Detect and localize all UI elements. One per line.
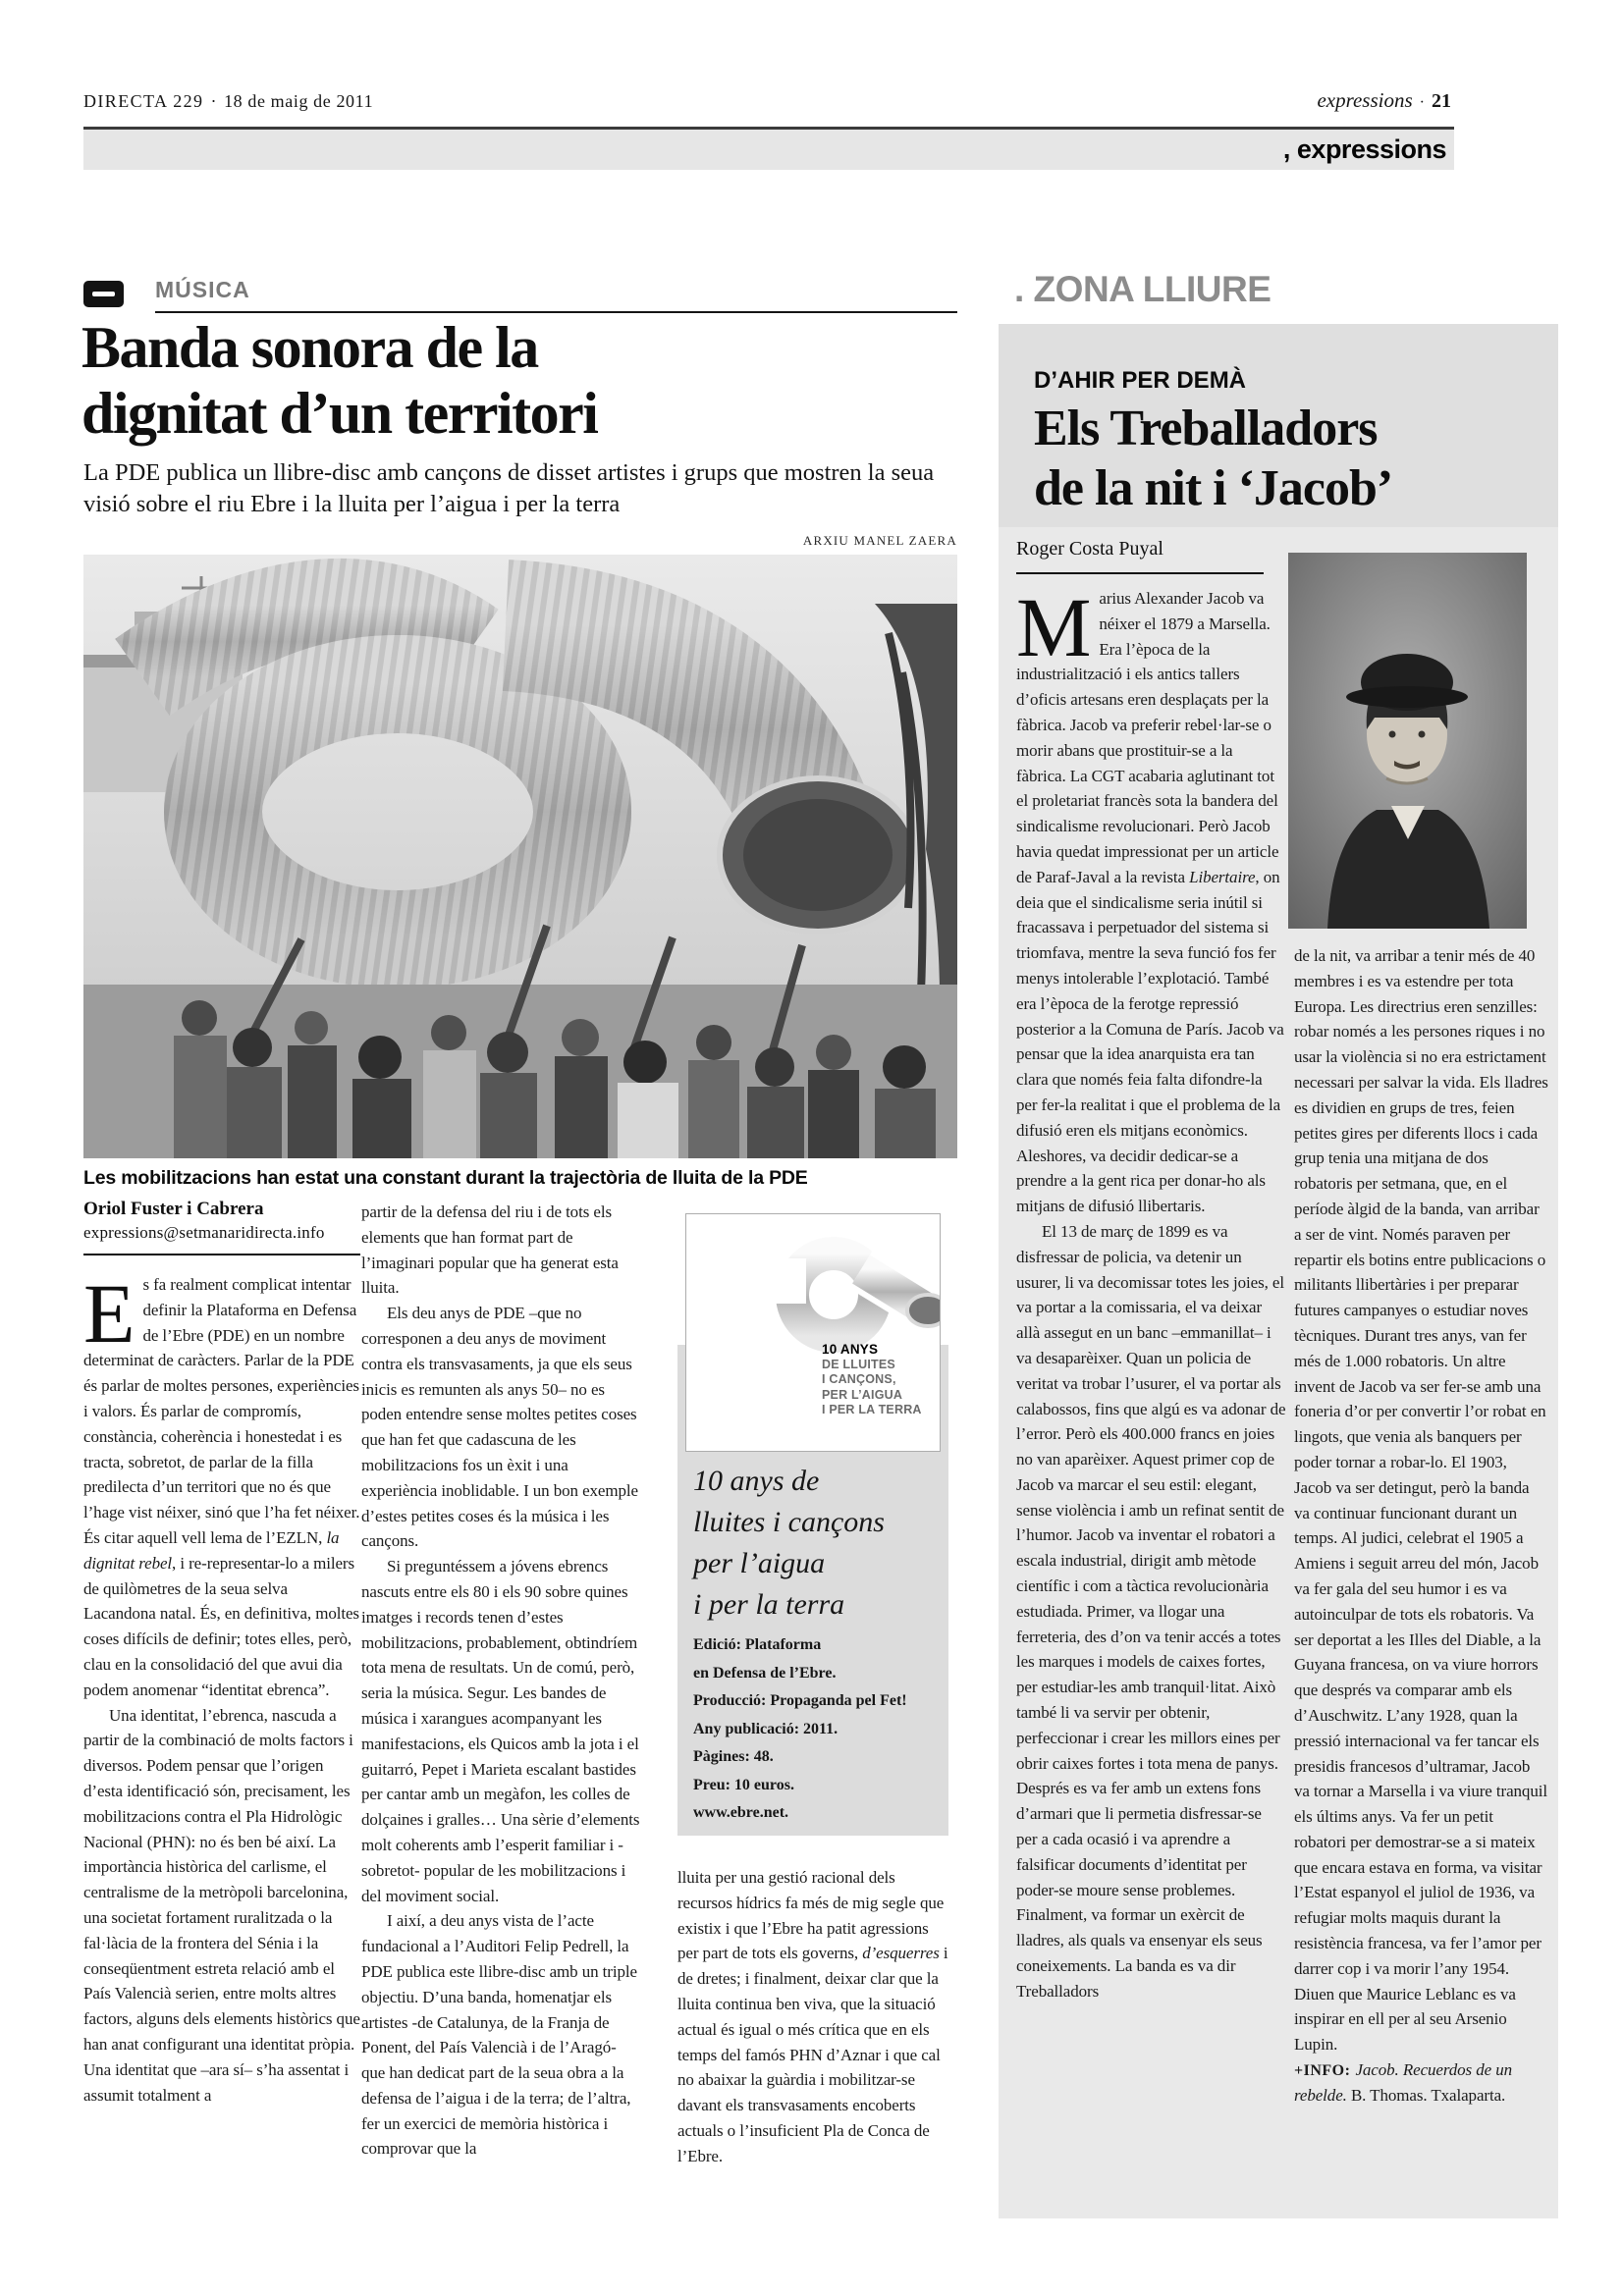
music-column-2: partir de la defensa del riu i de tots els elements que han format part de l’imaginari popular que ha generat esta lluita. Els deu anys de PDE –que no corresponen a deu anys de moviment contra els transvasaments, ja que els seus inicis es remunten als anys 50– no es poden entendre sense moltes petites coses que han fet que cadascuna de les mobilitzacions fos un èxit i una experiència inoblidable. I un bon exemple d’estes petites coses és la música i les cançons. Si preguntéssem a jóvens ebrencs nascuts entre els 80 i els 90 sobre quines imatges i records tenen d’estes mobilitzacions, probablement, obtindríem tota mena de resultats. Un de comú, però, seria la música. Segur. Les bandes de música i xarangues acompanyant les manifestacions, els Quicos amb la jota i el guitarró, Pepet i Marieta escalant bastides per cantar amb un megàfon, les colles de dolçaines i gralles… Una sèrie d’elements molt coherents amb l’esperit familiar i -sobretot- popular de les mobilitzacions i del moviment social. I així, a deu anys vista de l’acte fundacional a l’Auditori Felip Pedrell, la PDE publica este llibre-disc amb un triple objectiu. D’una banda, homenatjar els artistes -de Catalunya, de la Franja de Ponent, del País Valencià i de l’Aragó- que han dedicat part de la seua obra a la defensa de l’aigua i de la terra; de l’altra, fer un exercici de memòria històrica i comprovar que la [361, 1202, 640, 2159]
drop-cap: E [83, 1266, 135, 1361]
more-info-text: Jacob. Recuerdos de un rebelde. B. Thomas. Txalaparta. [1294, 2060, 1513, 2105]
demonstration-photo [83, 555, 957, 1158]
zona-lliure-section-label: . ZONA LLIURE [1014, 269, 1271, 309]
review-title: 10 anys de lluites i cançons per l’aigua i per la terra [693, 1465, 885, 1621]
chrome-knot-art [686, 1222, 940, 1360]
separator: · [210, 91, 218, 111]
music-column-1-text: Es fa realment complicat intentar definir la Plataforma en Defensa de l’Ebre (PDE) en un nombre determinat de caràcters. Parlar de la PDE és parlar de moltes persones, experiències i valors. És parlar de compromís, constància, coherència i honestedat i es tracta, sobretot, de parlar de la filla predilecta d’un territori que no és que l’hage vist néixer, sinó que l’ha fet néixer. És citar aquell vell lema de l’EZLN, la dignitat rebel, i re-representar-lo a milers de quilòmetres de la seua selva Lacandona natal. És, en definitiva, moltes coses difícils de definir; totes elles, però, clau en la consolidació del que avui dia podem anomenar “identitat ebrenca”. Una identitat, l’ebrenca, nascuda a partir de la combinació de molts factors i diversos. Podem pensar que l’origen d’esta identificació són, precisament, les mobilitzacions contra el Pla Hidrològic Nacional (PHN): no és ben bé així. La importància històrica del carlisme, el centralisme de la metròpoli barcelonina, una societat fortament ruralitzada o la fal·làcia de la frontera del Sénia i la conseqüentment estreta relació amb el País Valencià serien, entre molts altres factors, alguns dels elements històrics que han anat configurant una identitat pròpia. Una identitat que –ara sí– s’ha assentat i assumit totalment a [83, 1266, 360, 2105]
jacob-headline-line1: Els Treballadors [1034, 400, 1378, 456]
music-headline-line2: dignitat d’un territori [81, 381, 598, 446]
jacob-kicker: D’AHIR PER DEMÀ [1034, 367, 1247, 394]
masthead-section-line [1060, 88, 1451, 113]
jacob-headline-line2: de la nit i ‘Jacob’ [1034, 460, 1393, 516]
jacob-portrait-photo [1288, 553, 1527, 929]
masthead-issue-line [83, 90, 373, 112]
section-banner-label: , expressions [1282, 134, 1446, 164]
photo-credit: ARXIU MANEL ZAERA [802, 533, 957, 548]
more-info-label: +INFO: [1294, 2062, 1351, 2080]
review-details: Edició: Plataforma en Defensa de l’Ebre. Producció: Propaganda pel Fet! Any publicació: 2011. Pàgines: 48. Preu: 10 euros. www.ebre.net. [693, 1636, 907, 1821]
cassette-icon-slot [92, 292, 115, 296]
jacob-byline: Roger Costa Puyal [1016, 538, 1163, 560]
drop-cap: M [1016, 580, 1092, 674]
photo-caption: Les mobilitzacions han estat una constant durant la trajectòria de lluita de la PDE [83, 1167, 808, 1189]
section-banner [83, 130, 1454, 170]
separator: · [1419, 94, 1425, 111]
byline-rule [83, 1254, 360, 1255]
music-standfirst: La PDE publica un llibre-disc amb cançons de disset artistes i grups que mostren la seua visió sobre el riu Ebre i la lluita per l’aigua i per la terra [83, 459, 935, 517]
jacob-column-1: Marius Alexander Jacob va néixer el 1879 a Marsella. Era l’època de la industrialització i els antics tallers d’oficis artesans eren desplaçats per la fàbrica. Jacob va preferir rebel·lar-se o morir abans que prostituir-se a la fàbrica. La CGT acabaria aglutinant tot el proletariat francès sota la bandera del sindicalisme revolucionari. Però Jacob havia quedat impressionat per un article de Paraf-Javal a la revista Libertaire, on deia que el sindicalisme seria inútil si fracassava i perpetuador del sistema si triomfava, mentre la seva funció fos fer menys intolerable l’explotació. També era l’època de la ferotge repressió posterior a la Comuna de París. Jacob va pensar que la idea anarquista era tan clara que només feia falta difondre-la per fer-la realitat i que el problema de la difusió eren els mitjans econòmics. Aleshores, va decidir dedicar-se a prendre a la gent rica per donar-ho als mitjans de difusió llibertaris. El 13 de març de 1899 es va disfressar de policia, va detenir un usurer, li va decomissar totes les joies, el va portar a la comissaria, el va deixar allà assegut en un banc –emmanillat– i va desaparèixer. Quan un policia de veritat va trobar l’usurer, el va portar als calabossos, fins que algú es va adonar de l’error. Però els 400.000 francs en joies no van aparèixer. Aquest primer cop de Jacob va marcar el seu estil: elegant, sense violència i amb un refinat sentit de l’humor. Jacob va inventar el robatori a escala industrial, dirigit amb mètode científic i com a tàctica revolucionària estudiada. Primer, va llogar una ferreteria, des d’on va tenir accés a totes les marques i models de caixes fortes, per estudiar-les amb tranquil·litat. Això també li va servir per obtenir, perfeccionar i crear les millors eines per obrir caixes fortes i tota mena de panys. Després es va fer amb un extens fons d’armari que li permetia disfressar-se per a cada ocasió i va aprendre a falsificar documents d’identitat per poder-se moure sense problemes. Finalment, va formar un exèrcit de lladres, als quals va ensenyar els seus coneixements. La banda es va dir Treballadors [1016, 580, 1286, 2001]
byline-email: expressions@setmanaridirecta.info [83, 1223, 325, 1242]
jacob-byline-rule [1016, 572, 1264, 574]
jacob-column-2-text: de la nit, va arribar a tenir més de 40 membres i es va estendre per tota Europa. Les directrius eren senzilles: robar només a les persones riques i no usar la violència si no era estrictament necessari per salvar la vida. Els lladres es dividien en grups de tres, feien petites gires per diferents llocs i cada grup tenia una mitjana de dos robatoris per setmana, que, en el període àlgid de la banda, van arribar a ser de vint. Només paraven per repartir els botins entre publicacions o militants llibertàries i per preparar futures campanyes o estudiar noves tècniques. Durant tres anys, van fer més de 1.000 robatoris. Un altre invent de Jacob va ser fer-se amb una foneria d’or per convertir l’or robat en lingots, que venia als banquers per poder tornar a robar-lo. El 1903, Jacob va ser detingut, però la banda va continuar funcionant durant un temps. Al judici, celebrat el 1905 a Amiens i seguit arreu del món, Jacob va fer gala del seu humor i es va autoinculpar de tots els robatoris. Va ser deportat a les Illes del Diable, a la Guyana francesa, on va viure horrors que després va comparar amb els d’Auschwitz. L’any 1928, quan la pressió internacional va fer tancar els presidis francesos d’ultramar, Jacob va tornar a Marsella i va viure tranquil els últims anys. Va fer un petit robatori per demostrar-se a si mateix que encara estava en forma, va visitar l’Estat espanyol el juliol de 1936, va refugiar molts maquis durant la resistència francesa, va fer l’amor per darrer cop i va morir l’any 1954. Diuen que Maurice Leblanc es va inspirar en ell per al seu Arsenio Lupin. [1294, 946, 1548, 2055]
byline-author: Oriol Fuster i Cabrera [83, 1199, 264, 1219]
section-name: expressions [1317, 88, 1413, 112]
music-headline [81, 315, 980, 447]
page-number: 21 [1432, 90, 1451, 112]
jacob-headline [1034, 399, 1546, 518]
demonstration-photo-art [83, 555, 957, 1158]
music-kicker: MÚSICA [155, 277, 250, 302]
book-cover-title: 10 ANYS DE LLUITES I CANÇONS, PER L’AIGUA I PER LA TERRA [822, 1342, 922, 1416]
more-info-line [1294, 2057, 1548, 2109]
issue-date: 18 de maig de 2011 [224, 91, 374, 111]
kicker-rule [155, 311, 957, 313]
music-column-1 [83, 1198, 360, 2108]
jacob-column-2 [1294, 943, 1548, 2109]
cassette-icon [83, 281, 124, 307]
jacob-portrait-art [1288, 553, 1527, 929]
music-column-3: lluita per una gestió racional dels recursos hídrics fa més de mig segle que existix i que l’Ebre ha patit agressions per part de tots els governs, d’esquerres i de dretes; i finalment, deixar clar que la lluita continua ben viva, que la situació actual és igual o més crítica que en els temps del famós PHN d’Aznar i que cal no abaixar la guàrdia i mobilitzar-se davant els transvasaments encoberts actuals o l’insuficient Pla de Conca de l’Ebre. [677, 1868, 948, 2165]
issue-label: DIRECTA 229 [83, 91, 204, 111]
book-cover [685, 1213, 941, 1452]
music-headline-line1: Banda sonora de la [81, 315, 538, 380]
